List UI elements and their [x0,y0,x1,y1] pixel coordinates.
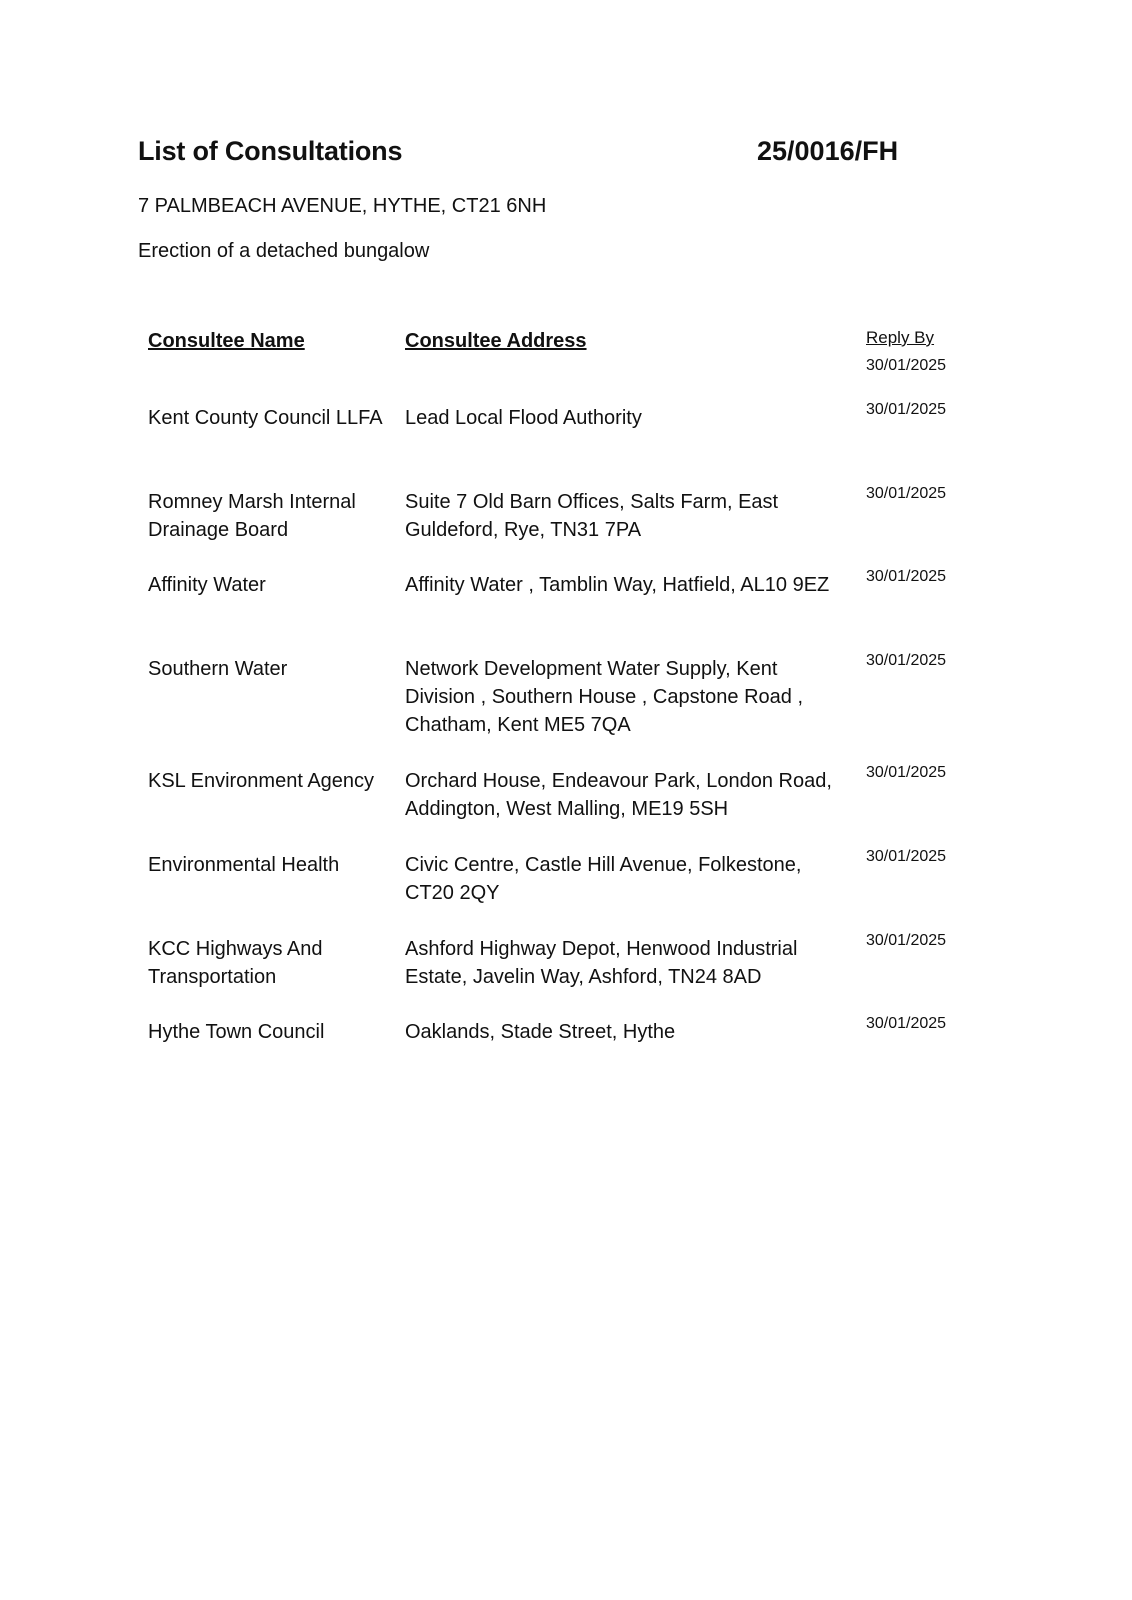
consultee-reply-date: 30/01/2025 [866,932,947,949]
consultee-reply-date: 30/01/2025 [866,848,947,865]
consultee-address: Affinity Water , Tamblin Way, Hatfield, AL10 9EZ [405,574,830,596]
consultee-reply-date: 30/01/2025 [866,568,947,585]
column-header-reply-by: Reply By [866,328,935,347]
consultee-name: Kent County Council LLFA [148,407,383,429]
consultee-address: Network Development Water Supply, Kent Division , Southern House , Capstone Road , Chatham, Kent ME5 7QA [405,658,803,736]
consultee-name: Environmental Health [148,854,340,876]
consultee-name: KCC Highways And Transportation [148,938,323,988]
consultee-address: Ashford Highway Depot, Henwood Industrial Estate, Javelin Way, Ashford, TN24 8AD [405,938,798,988]
consultee-reply-date: 30/01/2025 [866,485,947,502]
consultee-address: Lead Local Flood Authority [405,407,642,429]
consultee-reply-date: 30/01/2025 [866,1015,947,1032]
page-title: List of Consultations [138,136,403,166]
consultee-address: Suite 7 Old Barn Offices, Salts Farm, East Guldeford, Rye, TN31 7PA [405,491,779,541]
proposal-description: Erection of a detached bungalow [138,240,430,262]
reply-by-date: 30/01/2025 [866,357,947,374]
consultee-address: Oaklands, Stade Street, Hythe [405,1021,676,1043]
consultee-address: Orchard House, Endeavour Park, London Road, Addington, West Malling, ME19 5SH [405,770,832,820]
application-reference: 25/0016/FH [757,136,899,166]
consultee-name: KSL Environment Agency [148,770,375,792]
consultee-name: Romney Marsh Internal Drainage Board [148,491,356,541]
consultee-address: Civic Centre, Castle Hill Avenue, Folkestone, CT20 2QY [405,854,802,904]
site-address: 7 PALMBEACH AVENUE, HYTHE, CT21 6NH [138,195,547,217]
consultee-reply-date: 30/01/2025 [866,652,947,669]
consultee-name: Hythe Town Council [148,1021,325,1043]
consultee-name: Southern Water [148,658,288,680]
consultee-name: Affinity Water [148,574,266,596]
consultee-reply-date: 30/01/2025 [866,764,947,781]
column-header-name: Consultee Name [148,330,305,352]
column-header-address: Consultee Address [405,330,587,352]
consultee-reply-date: 30/01/2025 [866,401,947,418]
